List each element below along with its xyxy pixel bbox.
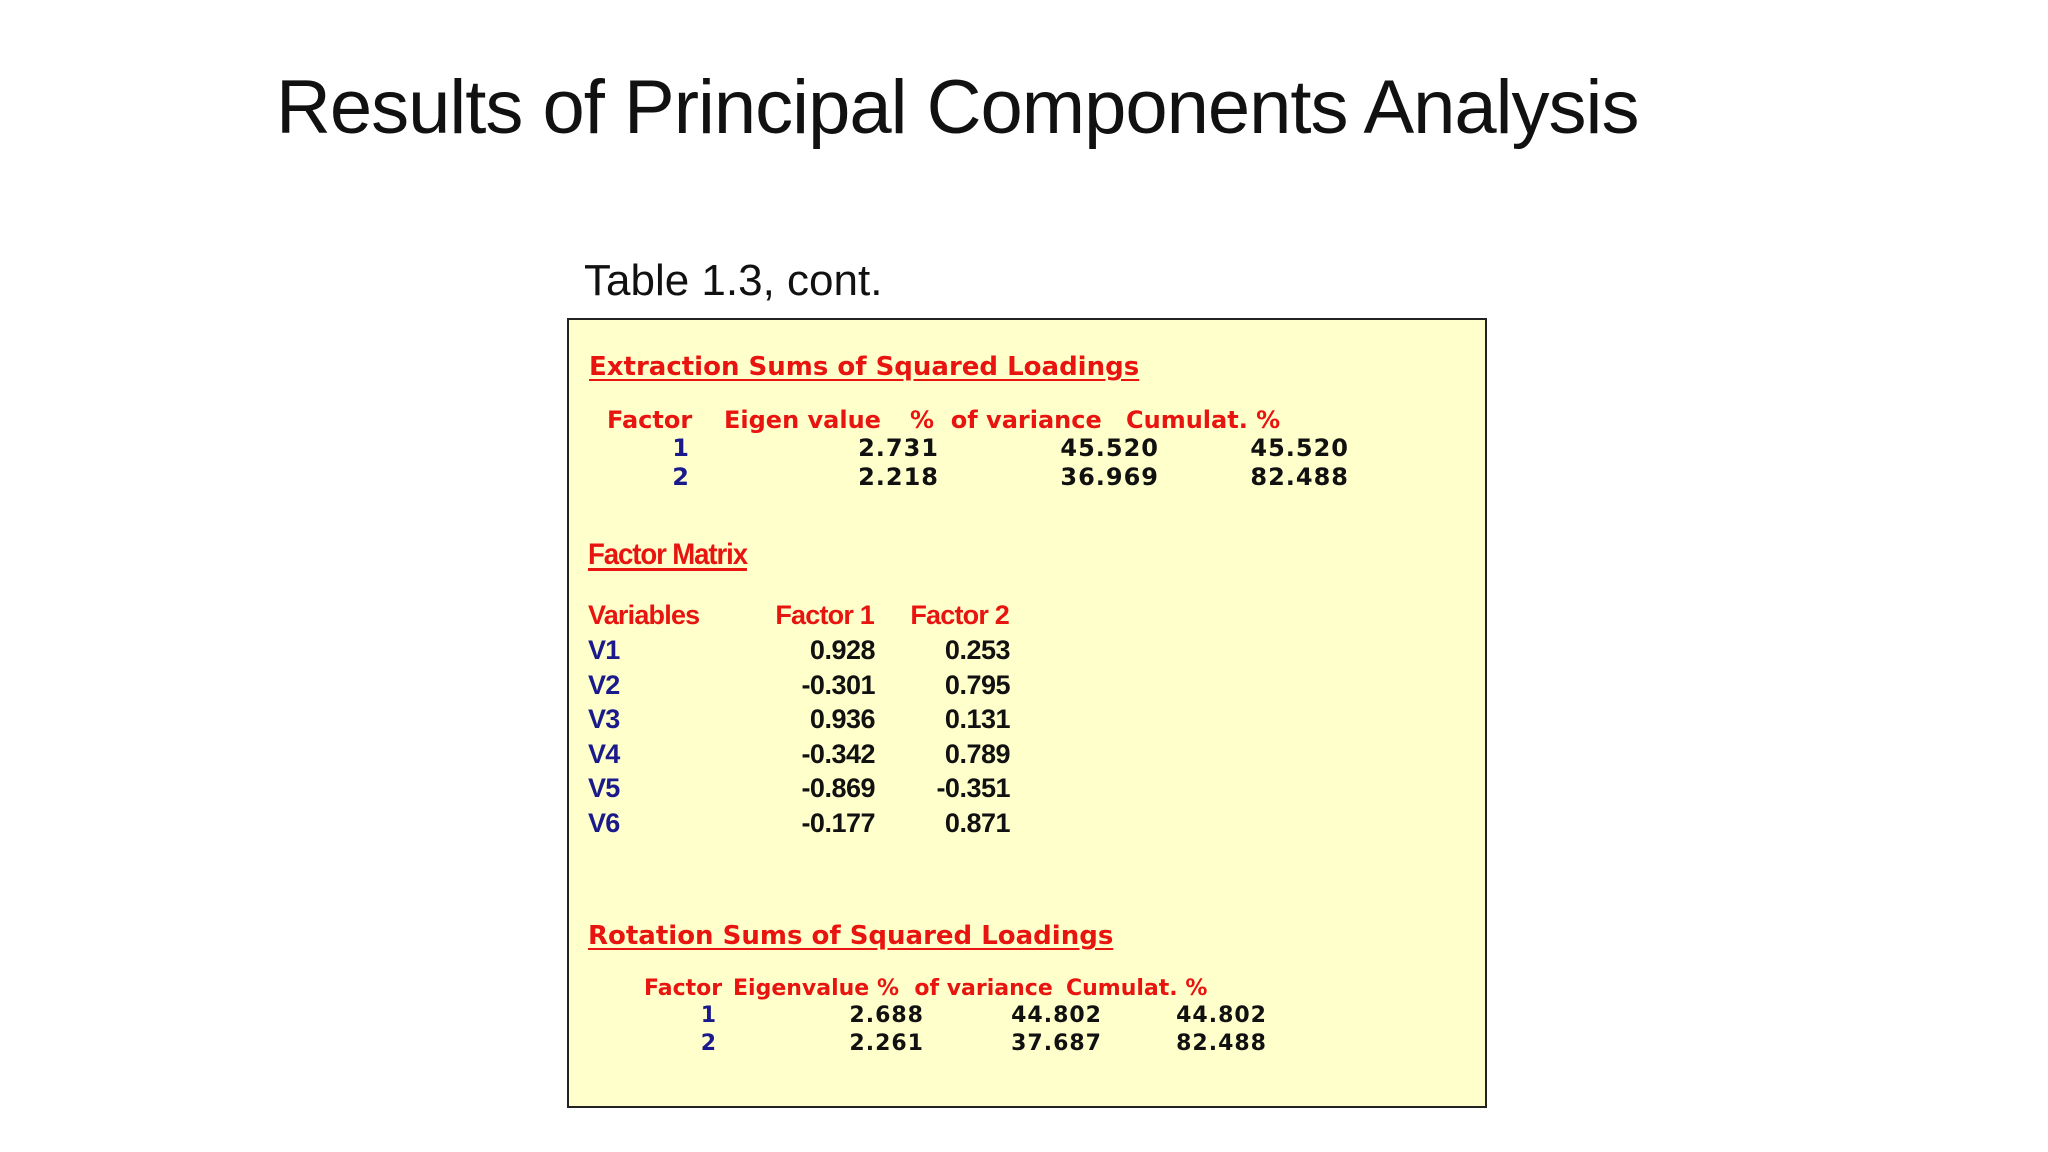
results-panel bbox=[567, 318, 1487, 1108]
factor1-loading: -0.869 bbox=[801, 773, 875, 803]
factor1-loading: 0.928 bbox=[809, 635, 875, 665]
extraction-header-variance: % of variance bbox=[910, 406, 1102, 434]
extraction-header-cumulative: Cumulat. % bbox=[1126, 406, 1281, 434]
factor2-loading: 0.795 bbox=[944, 670, 1010, 700]
rotation-header-eigen: Eigenvalue bbox=[733, 976, 870, 1001]
factor-matrix-title: Factor Matrix bbox=[588, 538, 747, 571]
rotation-header-factor: Factor bbox=[644, 976, 723, 1001]
rotation-header-cumulative: Cumulat. % bbox=[1066, 976, 1208, 1001]
variable-label: V1 bbox=[588, 635, 620, 665]
rotation-cumulative: 44.802 bbox=[1176, 1003, 1267, 1028]
variable-label: V5 bbox=[588, 773, 620, 803]
variable-label: V2 bbox=[588, 670, 620, 700]
extraction-header-factor: Factor bbox=[607, 406, 693, 434]
extraction-header-eigen: Eigen value bbox=[724, 406, 881, 434]
factor-matrix-header-variables: Variables bbox=[588, 600, 700, 630]
variable-label: V4 bbox=[588, 739, 620, 769]
factor2-loading: 0.131 bbox=[944, 704, 1010, 734]
factor1-loading: -0.301 bbox=[801, 670, 875, 700]
extraction-factor: 1 bbox=[672, 434, 689, 462]
factor2-loading: 0.253 bbox=[944, 635, 1010, 665]
rotation-header-variance: % of variance bbox=[877, 976, 1053, 1001]
rotation-title: Rotation Sums of Squared Loadings bbox=[588, 921, 1114, 951]
extraction-eigen: 2.731 bbox=[858, 434, 939, 462]
factor1-loading: 0.936 bbox=[809, 704, 875, 734]
extraction-cumulative: 45.520 bbox=[1250, 434, 1349, 462]
extraction-cumulative: 82.488 bbox=[1250, 463, 1349, 491]
rotation-eigen: 2.688 bbox=[849, 1003, 924, 1028]
rotation-factor: 2 bbox=[700, 1031, 716, 1056]
factor1-loading: -0.177 bbox=[801, 808, 875, 838]
variable-label: V3 bbox=[588, 704, 620, 734]
factor-matrix-header-factor2: Factor 2 bbox=[910, 600, 1009, 630]
extraction-title: Extraction Sums of Squared Loadings bbox=[589, 352, 1140, 382]
factor2-loading: 0.789 bbox=[944, 739, 1010, 769]
rotation-eigen: 2.261 bbox=[849, 1031, 924, 1056]
variable-label: V6 bbox=[588, 808, 620, 838]
extraction-variance: 36.969 bbox=[1060, 463, 1159, 491]
rotation-cumulative: 82.488 bbox=[1176, 1031, 1267, 1056]
extraction-eigen: 2.218 bbox=[858, 463, 939, 491]
table-caption: Table 1.3, cont. bbox=[584, 256, 883, 305]
extraction-factor: 2 bbox=[672, 463, 689, 491]
factor-matrix-header-factor1: Factor 1 bbox=[775, 600, 874, 630]
factor2-loading: -0.351 bbox=[936, 773, 1010, 803]
extraction-variance: 45.520 bbox=[1060, 434, 1159, 462]
rotation-variance: 37.687 bbox=[1011, 1031, 1102, 1056]
rotation-factor: 1 bbox=[700, 1003, 716, 1028]
factor2-loading: 0.871 bbox=[944, 808, 1010, 838]
factor1-loading: -0.342 bbox=[801, 739, 875, 769]
rotation-variance: 44.802 bbox=[1011, 1003, 1102, 1028]
slide-title: Results of Principal Components Analysis bbox=[276, 65, 1639, 150]
